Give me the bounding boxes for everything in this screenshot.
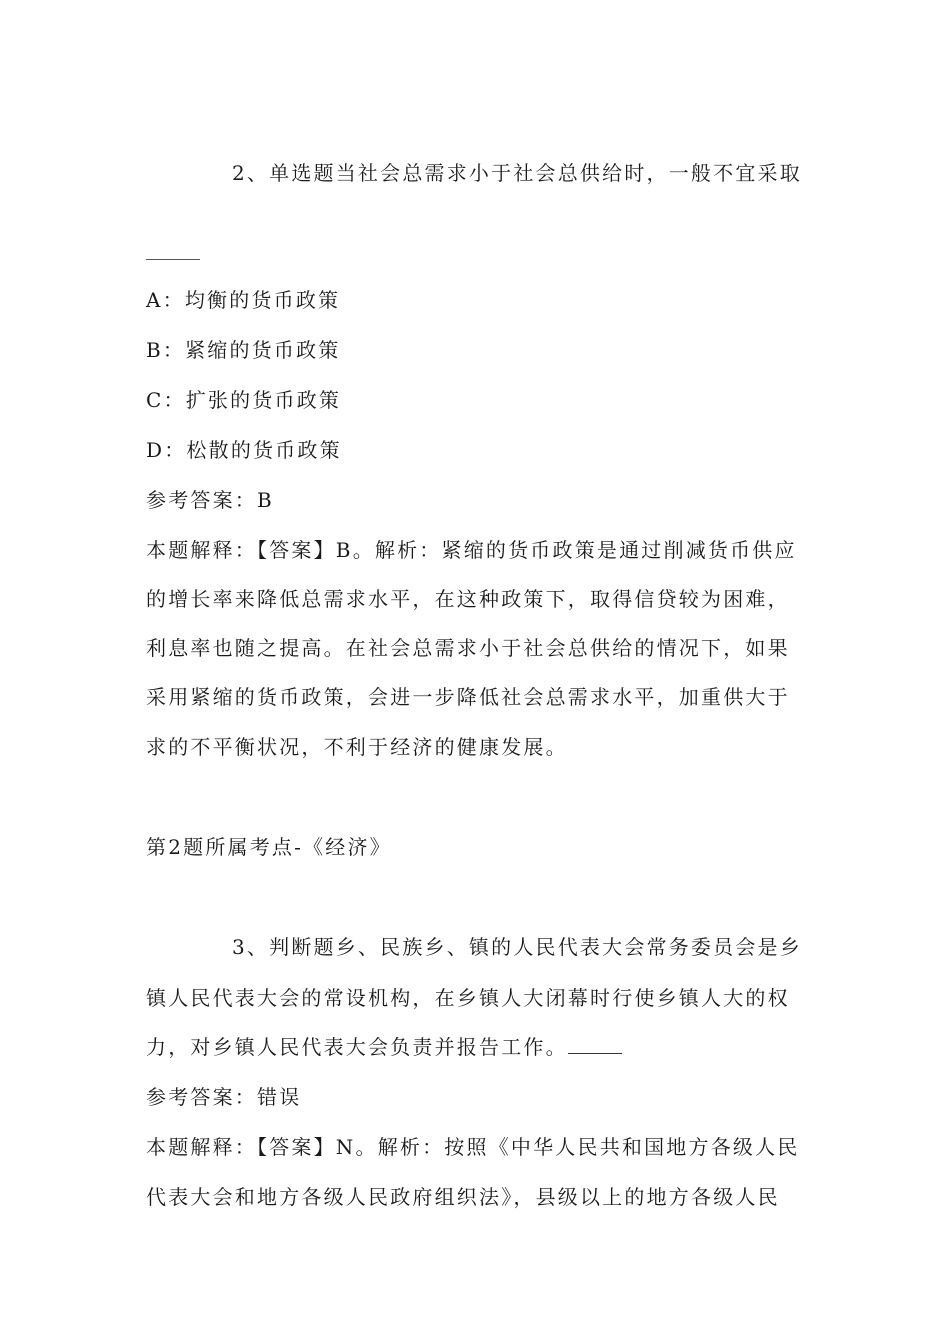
question-3-explanation-line: 本题解释：【答案】N。解析：按照《中华人民共和国地方各级人民	[146, 1135, 800, 1159]
question-2-topic: 第2题所属考点-《经济》	[146, 835, 392, 859]
answer-blank	[568, 1033, 622, 1054]
question-2-explanation-line: 采用紧缩的货币政策，会进一步降低社会总需求水平，加重供大于	[146, 685, 790, 709]
question-3-stem-line: 镇人民代表大会的常设机构，在乡镇人大闭幕时行使乡镇人大的权	[146, 986, 790, 1010]
question-2-explanation-line: 利息率也随之提高。在社会总需求小于社会总供给的情况下，如果	[146, 636, 790, 660]
answer-blank	[146, 259, 200, 260]
question-3-explanation-line: 代表大会和地方各级人民政府组织法》，县级以上的地方各级人民	[146, 1185, 780, 1209]
question-2-explanation-line: 本题解释：【答案】B。解析：紧缩的货币政策是通过削减货币供应	[146, 538, 797, 562]
question-3-stem-line-last	[146, 1032, 806, 1062]
option-d: D：松散的货币政策	[146, 438, 342, 462]
question-3-answer: 参考答案：错误	[146, 1085, 302, 1109]
option-a: A：均衡的货币政策	[146, 288, 341, 312]
option-c: C：扩张的货币政策	[146, 388, 342, 412]
question-3-stem-text: 力，对乡镇人民代表大会负责并报告工作。	[146, 1035, 568, 1059]
question-2-stem: 2、单选题当社会总需求小于社会总供给时，一般不宜采取	[232, 161, 802, 185]
question-2-explanation-line: 求的不平衡状况，不利于经济的健康发展。	[146, 735, 568, 759]
option-b: B：紧缩的货币政策	[146, 338, 341, 362]
question-2-answer: 参考答案：B	[146, 488, 274, 512]
question-3-stem-line: 3、判断题乡、民族乡、镇的人民代表大会常务委员会是乡	[232, 935, 802, 959]
question-2-explanation-line: 的增长率来降低总需求水平，在这种政策下，取得信贷较为困难，	[146, 587, 790, 611]
